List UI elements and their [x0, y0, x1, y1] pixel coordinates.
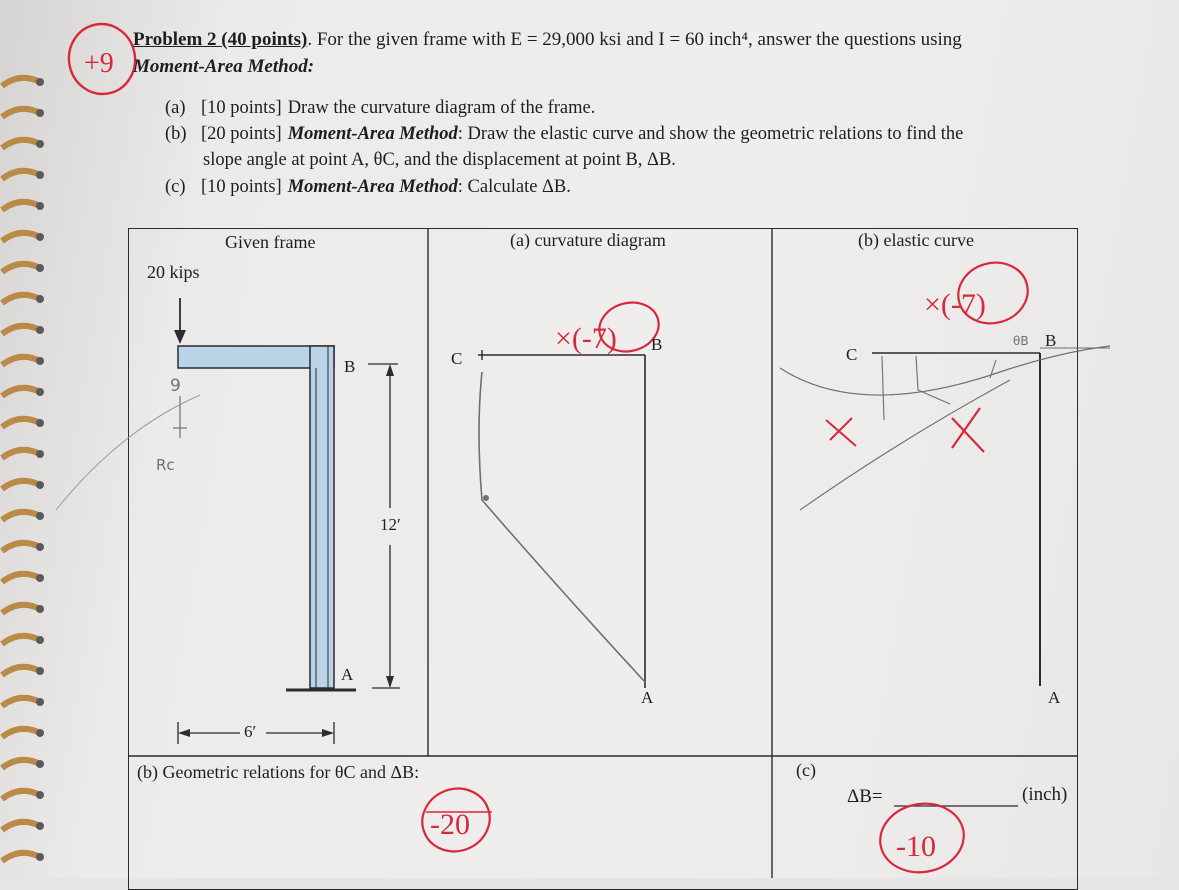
curv-label-c: C — [451, 349, 463, 368]
width-dimension: 6′ — [244, 722, 257, 741]
method-title: Moment-Area Method: — [133, 56, 315, 77]
given-frame-title: Given frame — [225, 232, 316, 252]
curvature-title: (a) curvature diagram — [510, 230, 666, 250]
curv-label-a: A — [641, 688, 654, 707]
part-c-answer — [875, 797, 1018, 878]
elastic-curve-diagram — [780, 255, 1110, 686]
question-a: (a) [10 points] Draw the curvature diagram of the frame. — [165, 98, 596, 118]
elastic-label-b: B — [1045, 331, 1057, 350]
unit-label: (inch) — [1022, 784, 1068, 805]
frame-column — [310, 346, 334, 688]
hand-note-top: 9 — [170, 376, 181, 396]
frame-label-b: B — [344, 357, 356, 376]
geometric-title: (b) Geometric relations for θC and ΔB: — [137, 762, 420, 782]
question-b-cont: slope angle at point A, θC, and the displacement at point B, ΔB. — [203, 150, 676, 170]
part-c-label: (c) — [796, 760, 816, 780]
elastic-label-a: A — [1048, 688, 1061, 707]
elastic-theta-b: θB — [1013, 334, 1029, 348]
delta-b-label: ΔB= — [847, 786, 883, 807]
grade-a: ×(-7) — [555, 322, 617, 355]
curv-label-b: B — [651, 335, 663, 354]
score-text: +9 — [84, 48, 114, 79]
svg-text:-20: -20 — [430, 808, 470, 841]
elastic-label-c: C — [846, 345, 858, 364]
elastic-title: (b) elastic curve — [858, 230, 974, 250]
curvature-curve — [479, 372, 645, 682]
hand-note-rc: Rc — [156, 456, 175, 474]
red-x-2 — [952, 408, 984, 452]
pencil-stroke — [56, 395, 200, 510]
question-c: (c) [10 points] Moment-Area Method: Calculate ΔB. — [165, 177, 571, 197]
question-b: (b) [20 points] Moment-Area Method: Draw the elastic curve and show the geometric relations to find the — [165, 124, 964, 144]
problem-text: . For the given frame with E = 29,000 ksi and I = 60 inch⁴, answer the questions using — [307, 29, 962, 50]
svg-text:-10: -10 — [896, 830, 936, 863]
grade-b: ×(-7) — [924, 288, 986, 321]
problem-label: Problem 2 (40 points) — [133, 29, 308, 50]
load-label: 20 kips — [147, 262, 200, 282]
red-x-1 — [826, 418, 856, 446]
height-dimension: 12′ — [380, 515, 401, 534]
frame-label-a: A — [341, 665, 354, 684]
geometric-grade — [413, 779, 498, 861]
curvature-diagram — [478, 296, 664, 688]
